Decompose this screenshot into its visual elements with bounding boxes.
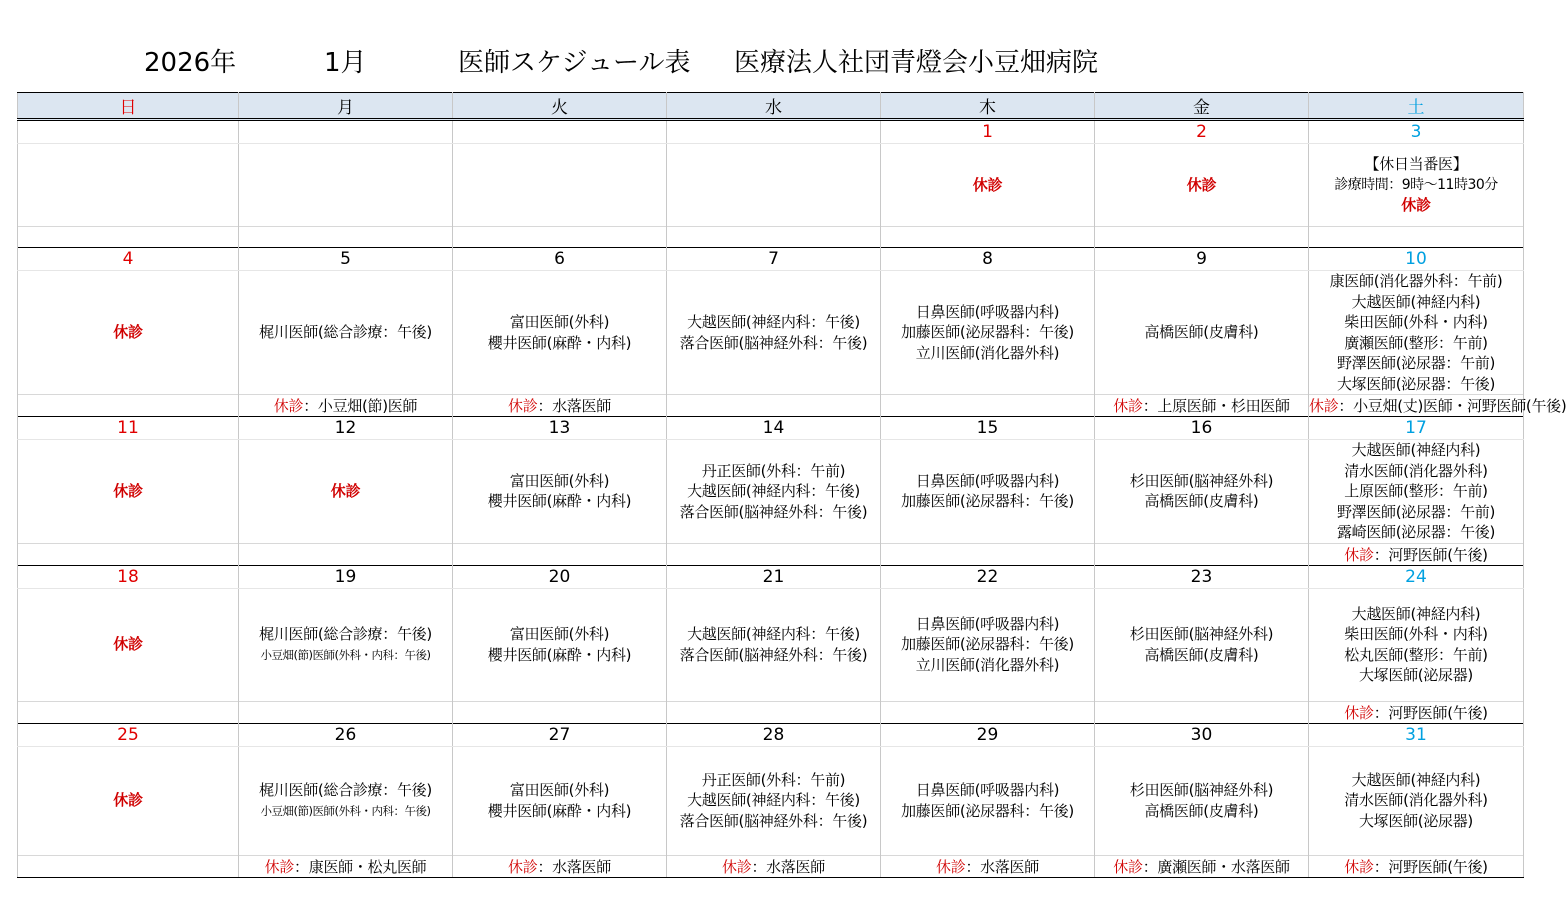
note-row (18, 395, 1524, 417)
date-cell: 10 (1309, 248, 1524, 271)
doctor-entry: 大越医師(神経内科：午後) (687, 313, 860, 331)
doctor-entry: 清水医師(消化器外科) (1344, 791, 1488, 810)
date-row (18, 248, 1524, 271)
day-cell (667, 746, 881, 855)
year-label: 2026年 (144, 48, 237, 78)
doctor-entry: 野澤医師(泌尿器：午前) (1336, 354, 1496, 372)
doctor-entry: 大越医師(神経内科：午後) (687, 482, 860, 500)
doctor-entry: 日鼻医師(呼吸器内科) (915, 302, 1060, 321)
weekday-mon: 月 (239, 93, 453, 120)
holiday-duty-time: 診療時間：9時～11時30分 (1334, 176, 1498, 193)
doctor-entry: 日鼻医師(呼吸器内科) (915, 781, 1060, 799)
schedule-row (18, 440, 1524, 544)
date-cell: 13 (453, 417, 667, 440)
doctor-entry: 上原医師(整形：午前) (1344, 482, 1488, 500)
date-cell: 7 (667, 248, 881, 271)
closed-label: 休診 (113, 635, 143, 654)
date-cell: 12 (239, 417, 453, 440)
doctor-entry: 櫻井医師(麻酔・内科) (487, 645, 632, 664)
closed-label: 休診 (1401, 196, 1431, 215)
doctor-entry: 小豆畑(節)医師(外科・内科：午後) (260, 647, 431, 662)
date-cell: 20 (453, 565, 667, 588)
closed-note: 休診：小豆畑(丈)医師・河野医師(午後) (1309, 395, 1524, 417)
closed-label: 休診 (113, 482, 143, 500)
day-cell (453, 746, 667, 855)
day-cell (881, 588, 1095, 701)
date-row (18, 723, 1524, 746)
date-cell: 11 (18, 417, 239, 440)
day-cell (1095, 440, 1309, 544)
doctor-entry: 日鼻医師(呼吸器内科) (915, 614, 1060, 633)
day-cell (18, 271, 239, 395)
date-cell: 16 (1095, 417, 1309, 440)
doctor-entry: 加藤医師(泌尿器科：午後) (901, 635, 1074, 654)
month-label: 1月 (324, 48, 367, 78)
day-cell (1095, 144, 1309, 227)
day-cell (239, 144, 453, 227)
day-cell (1309, 144, 1524, 227)
doctor-entry: 露崎医師(泌尿器：午後) (1336, 523, 1496, 541)
doctor-entry: 大塚医師(泌尿器) (1358, 666, 1473, 684)
doctor-entry: 杉田医師(脳神経外科) (1129, 471, 1274, 490)
date-cell: 30 (1095, 723, 1309, 746)
closed-label: 休診 (330, 482, 361, 500)
doctor-entry: 清水医師(消化器外科) (1344, 461, 1488, 480)
date-cell: 3 (1309, 120, 1524, 144)
doctor-entry: 大塚医師(泌尿器) (1358, 811, 1473, 830)
day-cell (667, 271, 881, 395)
doctor-entry: 加藤医師(泌尿器科：午後) (901, 801, 1074, 820)
date-cell: 23 (1095, 565, 1309, 588)
doctor-entry: 梶川医師(総合診療：午後) (259, 625, 432, 643)
doctor-entry: 富田医師(外科) (509, 313, 610, 331)
doctor-entry: 高橋医師(皮膚科) (1144, 801, 1259, 820)
weekday-tue: 火 (453, 93, 667, 120)
doctor-entry: 柴田医師(外科・内科) (1344, 313, 1488, 331)
closed-note: 休診：小豆畑(節)医師 (239, 395, 453, 417)
day-cell (18, 144, 239, 227)
doctor-entry: 廣瀬医師(整形：午前) (1344, 333, 1488, 352)
doctor-entry: 杉田医師(脳神経外科) (1129, 781, 1274, 799)
doctor-entry: 梶川医師(総合診療：午後) (259, 781, 432, 799)
day-cell (881, 271, 1095, 395)
schedule-row (18, 588, 1524, 701)
date-cell: 1 (881, 120, 1095, 144)
doctor-entry: 大越医師(神経内科) (1351, 441, 1481, 459)
doctor-entry: 落合医師(脳神経外科：午後) (679, 502, 868, 521)
doctor-entry: 加藤医師(泌尿器科：午後) (901, 323, 1074, 342)
doctor-entry: 高橋医師(皮膚科) (1144, 645, 1259, 664)
day-cell (667, 440, 881, 544)
doctor-entry: 小豆畑(節)医師(外科・内科：午後) (260, 803, 431, 818)
closed-note: 休診：河野医師(午後) (1309, 701, 1524, 723)
date-cell: 14 (667, 417, 881, 440)
doctor-entry: 高橋医師(皮膚科) (1144, 492, 1259, 511)
day-cell (1309, 271, 1524, 395)
day-cell (453, 271, 667, 395)
date-cell: 8 (881, 248, 1095, 271)
doctor-entry: 大越医師(神経内科：午後) (687, 625, 860, 643)
day-cell (453, 440, 667, 544)
day-cell (881, 440, 1095, 544)
date-cell: 9 (1095, 248, 1309, 271)
closed-label: 休診 (113, 323, 143, 342)
day-cell (239, 271, 453, 395)
date-cell: 4 (18, 248, 239, 271)
doctor-entry: 落合医師(脳神経外科：午後) (679, 645, 868, 664)
date-cell: 26 (239, 723, 453, 746)
schedule-row (18, 144, 1524, 227)
day-cell (1095, 271, 1309, 395)
doctor-entry: 櫻井医師(麻酔・内科) (487, 492, 632, 511)
date-cell (239, 120, 453, 144)
closed-note: 休診：河野医師(午後) (1309, 543, 1524, 565)
day-cell (18, 588, 239, 701)
date-cell: 22 (881, 565, 1095, 588)
day-cell (1309, 746, 1524, 855)
closed-note: 休診：水落医師 (881, 855, 1095, 877)
doctor-entry: 日鼻医師(呼吸器内科) (915, 471, 1060, 490)
schedule-row (18, 271, 1524, 395)
doctor-entry: 立川医師(消化器外科) (915, 343, 1060, 362)
doctor-entry: 杉田医師(脳神経外科) (1129, 625, 1274, 643)
day-cell (453, 144, 667, 227)
closed-note: 休診：廣瀬医師・水落医師 (1095, 855, 1309, 877)
closed-note: 休診：康医師・松丸医師 (239, 855, 453, 877)
schedule-row (18, 746, 1524, 855)
weekday-fri: 金 (1095, 93, 1309, 120)
weekday-thu: 木 (881, 93, 1095, 120)
closed-label: 休診 (1186, 175, 1217, 194)
date-cell (667, 120, 881, 144)
date-cell: 18 (18, 565, 239, 588)
date-row (18, 417, 1524, 440)
holiday-duty-label: 【休日当番医】 (1364, 155, 1468, 174)
doctor-entry: 大越医師(神経内科) (1351, 292, 1481, 311)
doctor-entry: 富田医師(外科) (509, 625, 610, 643)
doctor-entry: 櫻井医師(麻酔・内科) (487, 333, 632, 352)
closed-note: 休診：上原医師・杉田医師 (1095, 395, 1309, 417)
date-cell: 19 (239, 565, 453, 588)
date-cell: 21 (667, 565, 881, 588)
day-cell (881, 144, 1095, 227)
closed-note: 休診：水落医師 (453, 395, 667, 417)
day-cell (881, 746, 1095, 855)
date-cell: 29 (881, 723, 1095, 746)
date-cell: 15 (881, 417, 1095, 440)
day-cell (18, 746, 239, 855)
date-cell: 6 (453, 248, 667, 271)
date-cell: 25 (18, 723, 239, 746)
date-cell: 17 (1309, 417, 1524, 440)
day-cell (1309, 440, 1524, 544)
date-cell: 28 (667, 723, 881, 746)
date-row (18, 565, 1524, 588)
closed-note: 休診：水落医師 (667, 855, 881, 877)
date-cell: 24 (1309, 565, 1524, 588)
day-cell (239, 440, 453, 544)
weekday-sat: 土 (1309, 93, 1524, 120)
closed-label: 休診 (113, 791, 143, 810)
day-cell (1095, 746, 1309, 855)
doctor-entry: 落合医師(脳神経外科：午後) (679, 811, 868, 830)
day-cell (18, 440, 239, 544)
day-cell (1095, 588, 1309, 701)
schedule-title: 医師スケジュール表 (458, 48, 691, 78)
closed-note: 休診：河野医師(午後) (1309, 855, 1524, 877)
doctor-entry: 落合医師(脳神経外科：午後) (679, 333, 868, 352)
doctor-entry: 松丸医師(整形：午前) (1344, 645, 1488, 664)
note-row (18, 701, 1524, 723)
date-cell: 2 (1095, 120, 1309, 144)
schedule-table (17, 92, 1566, 878)
date-cell: 31 (1309, 723, 1524, 746)
doctor-entry: 櫻井医師(麻酔・内科) (487, 801, 632, 820)
weekday-wed: 水 (667, 93, 881, 120)
day-cell (1309, 588, 1524, 701)
date-cell: 5 (239, 248, 453, 271)
weekday-sun: 日 (18, 93, 239, 120)
day-cell (239, 588, 453, 701)
doctor-entry: 丹正医師(外科：午前) (701, 770, 846, 789)
date-row (18, 120, 1524, 144)
weekday-header-row (18, 93, 1524, 120)
doctor-entry: 柴田医師(外科・内科) (1344, 625, 1488, 643)
doctor-entry: 丹正医師(外科：午前) (701, 461, 846, 480)
note-row (18, 855, 1524, 877)
doctor-entry: 大越医師(神経内科：午後) (687, 791, 860, 810)
doctor-entry: 加藤医師(泌尿器科：午後) (901, 492, 1074, 511)
doctor-entry: 富田医師(外科) (509, 471, 610, 490)
doctor-entry: 富田医師(外科) (509, 781, 610, 799)
day-cell (239, 746, 453, 855)
note-row (18, 227, 1524, 248)
doctor-entry: 梶川医師(総合診療：午後) (259, 323, 432, 342)
doctor-entry: 大塚医師(泌尿器：午後) (1336, 374, 1496, 393)
day-cell (453, 588, 667, 701)
doctor-entry: 康医師(消化器外科：午前) (1329, 272, 1503, 290)
note-row (18, 543, 1524, 565)
doctor-entry: 高橋医師(皮膚科) (1144, 323, 1259, 342)
doctor-entry: 大越医師(神経内科) (1351, 604, 1481, 623)
closed-note: 休診：水落医師 (453, 855, 667, 877)
doctor-entry: 野澤医師(泌尿器：午前) (1336, 502, 1496, 521)
doctor-entry: 立川医師(消化器外科) (915, 655, 1060, 674)
closed-label: 休診 (972, 175, 1003, 194)
date-cell: 27 (453, 723, 667, 746)
date-cell (18, 120, 239, 144)
date-cell (453, 120, 667, 144)
day-cell (667, 588, 881, 701)
doctor-entry: 大越医師(神経内科) (1351, 770, 1481, 789)
day-cell (667, 144, 881, 227)
hospital-name: 医療法人社団青燈会小豆畑病院 (734, 48, 1099, 78)
